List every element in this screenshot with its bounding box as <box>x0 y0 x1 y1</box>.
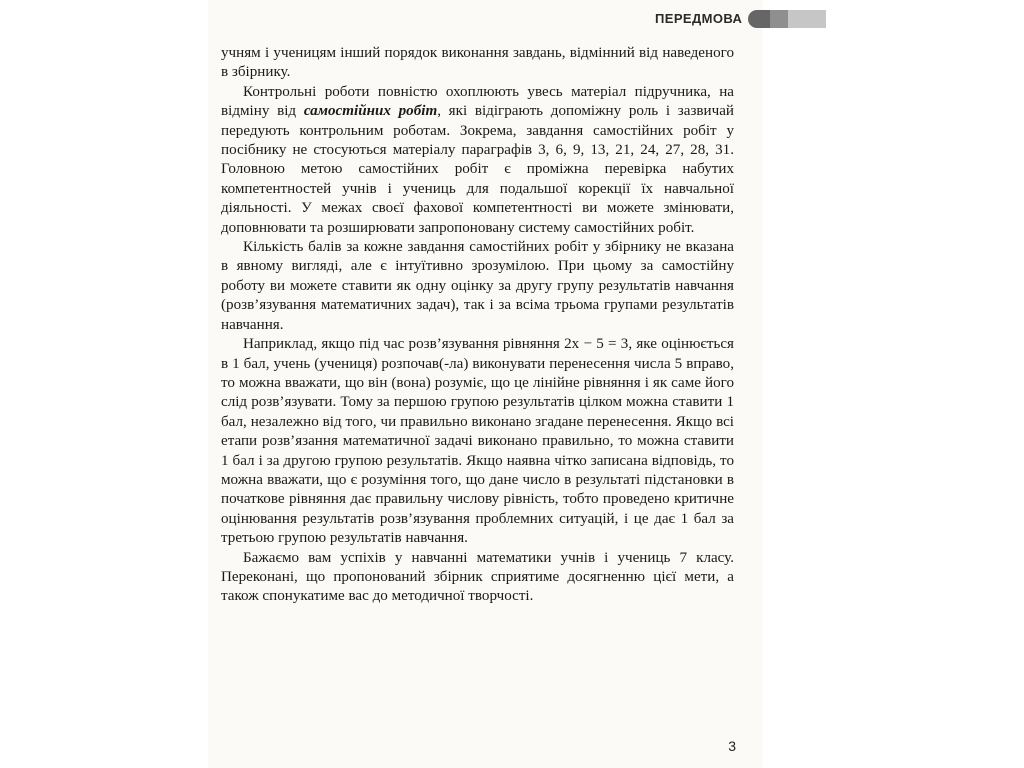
paragraph-control-works <box>221 83 734 238</box>
header-title: ПЕРЕДМОВА <box>655 11 743 26</box>
body-text <box>221 44 734 607</box>
header-bar-segment-dark <box>748 10 770 28</box>
running-header <box>655 10 826 28</box>
header-decorative-bar <box>748 10 826 28</box>
header-bar-segment-light <box>788 10 826 28</box>
paragraph-points: Кількість балів за кожне завдання самостійних робіт у збірнику не вказана в явному вигляді, але є інтуїтивно зрозумілою. При цьому за самостійну роботу ви можете ставити як одну оцінку за другу групу результатів навчання (розв’язування математичних задач), так і за всіма трьома групами результатів навчання. <box>221 239 734 333</box>
header-bar-segment-medium <box>770 10 788 28</box>
paragraph-text: Контрольні роботи повністю охоплюють увесь матеріал підручника, на відміну від <box>221 83 734 120</box>
emphasis-term: самостійних робіт <box>303 103 438 120</box>
paragraph-text: , які відіграють допоміжну роль і зазвичай передують контрольним роботам. Зокрема, завдання самостійних робіт у посібнику не стосуються матеріалу параграфів 3, 6, 9, 13, 21, 24, 27, 28, 31. Головною метою самостійних робіт є проміжна перевірка набутих компетентностей учнів і учениць для подальшої корекції їх навчальної діяльності. У межах своєї фахової компетентності ви можете змінювати, доповнювати та розширювати запропоновану систему самостійних робіт. <box>221 103 734 236</box>
page-number: 3 <box>728 738 736 754</box>
paragraph-continuation: учням і ученицям інший порядок виконання завдань, відмінний від наведеного в збірнику. <box>221 45 734 81</box>
paragraph-example: Наприклад, якщо під час розв’язування рівняння 2x − 5 = 3, яке оцінюється в 1 бал, учень (учениця) розпочав(-ла) виконувати перенесення числа 5 вправо, то можна вважати, що він (вона) розуміє, що це лінійне рівняння і як саме його слід розв’язувати. Тому за першою групою результатів цілком можна ставити 1 бал, незалежно від того, чи правильно виконано згадане перенесення. Якщо всі етапи розв’язання математичної задачі виконано правильно, то можна ставити 1 бал і за другою групою результатів. Якщо наявна чітко записана відповідь, то можна вважати, що є розуміння того, що дане число в результаті підстановки в початкове рівняння дає правильну числову рівність, тобто проведено критичне оцінювання результатів розв’язування проблемних ситуацій, і це дає 1 бал за третьою групою результатів навчання. <box>221 336 734 547</box>
paragraph-closing: Бажаємо вам успіхів у навчанні математики учнів і учениць 7 класу. Переконані, що пропонований збірник сприятиме досягненню цієї мети, а також спонукатиме вас до методичної творчості. <box>221 549 734 605</box>
